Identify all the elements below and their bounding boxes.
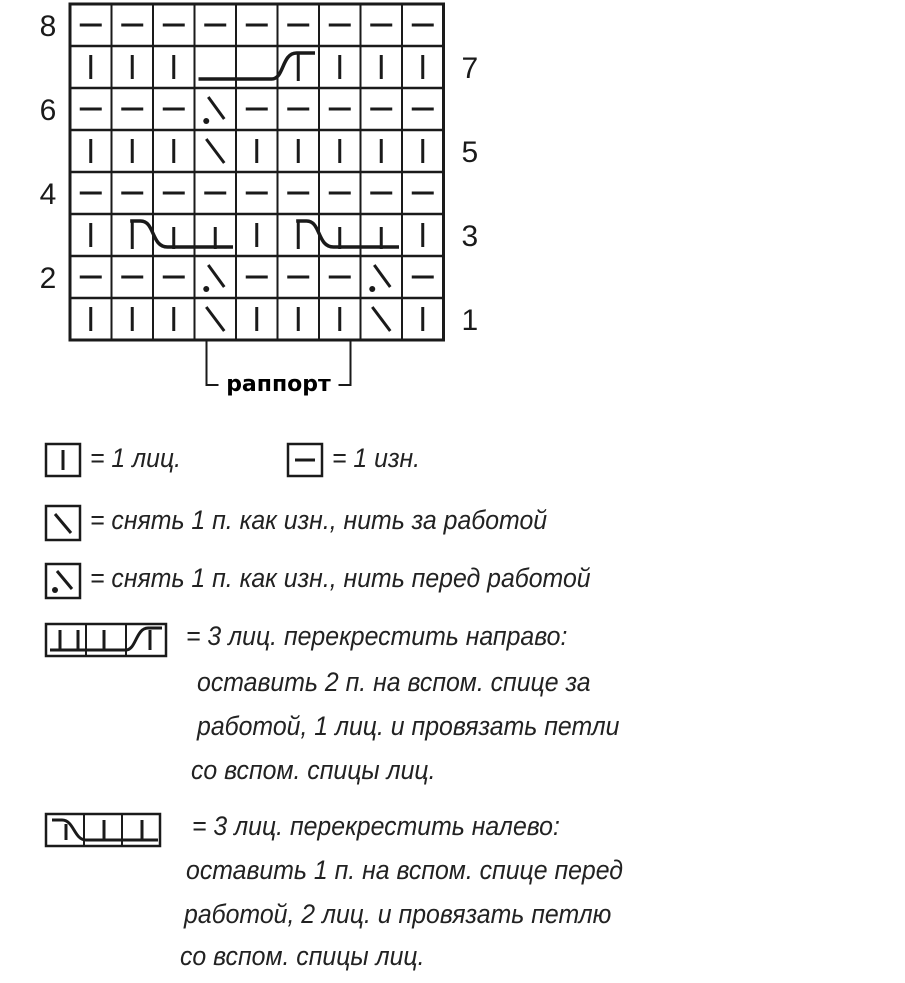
- rapport-bracket-left: [207, 340, 219, 385]
- row-number-4: 4: [39, 178, 57, 211]
- slip-front-dot: [203, 286, 209, 292]
- slip-back-stitch: [206, 307, 224, 331]
- legend-text-purl: = 1 изн.: [332, 443, 421, 473]
- slip-front-symbol-icon: [44, 562, 82, 600]
- legend-explanation-cross-left-2: работой, 2 лиц. и провязать петлю: [184, 899, 612, 929]
- legend-explanation-cross-left-3: со вспом. спицы лиц.: [180, 941, 425, 971]
- cross-left-symbol-icon: [44, 810, 166, 850]
- slip-front-dot: [369, 286, 375, 292]
- row-number-8: 8: [39, 10, 57, 43]
- knitting-chart: [0, 0, 905, 420]
- row-number-2: 2: [39, 262, 57, 295]
- legend-text-knit: = 1 лиц.: [90, 443, 182, 473]
- legend-text-cross-left: = 3 лиц. перекрестить налево:: [192, 811, 560, 841]
- legend-explanation-cross-right-2: работой, 1 лиц. и провязать петли: [197, 711, 620, 741]
- row-number-7: 7: [461, 52, 479, 85]
- cross-left-stitch: [296, 221, 399, 247]
- row-number-1: 1: [461, 304, 479, 337]
- slip-front-stitch: [208, 265, 224, 287]
- knit-symbol-icon: [44, 442, 82, 478]
- legend-explanation-cross-left-1: оставить 1 п. на вспом. спице перед: [186, 855, 624, 885]
- row-number-3: 3: [461, 220, 479, 253]
- slip-front-stitch: [374, 265, 390, 287]
- legend-explanation-cross-right-1: оставить 2 п. на вспом. спице за: [197, 667, 591, 697]
- slip-back-symbol-icon: [44, 504, 82, 542]
- chart-grid: [40, 4, 479, 340]
- cross-left-stitch: [130, 221, 233, 247]
- slip-back-stitch: [206, 139, 224, 163]
- slip-front-stitch: [208, 97, 224, 119]
- row-number-6: 6: [39, 94, 57, 127]
- legend-text-slip-back: = снять 1 п. как изн., нить за работой: [90, 505, 548, 535]
- cross-right-symbol-icon: [44, 620, 172, 660]
- purl-symbol-icon: [286, 442, 324, 478]
- legend-explanation-cross-right-3: со вспом. спицы лиц.: [191, 755, 436, 785]
- slip-back-stitch: [372, 307, 390, 331]
- legend-text-slip-front: = снять 1 п. как изн., нить перед работой: [90, 563, 591, 593]
- rapport-label: раппорт: [226, 372, 331, 397]
- slip-front-dot: [203, 118, 209, 124]
- legend-text-cross-right: = 3 лиц. перекрестить направо:: [186, 621, 568, 651]
- row-number-5: 5: [461, 136, 479, 169]
- rapport-bracket-right: [339, 340, 351, 385]
